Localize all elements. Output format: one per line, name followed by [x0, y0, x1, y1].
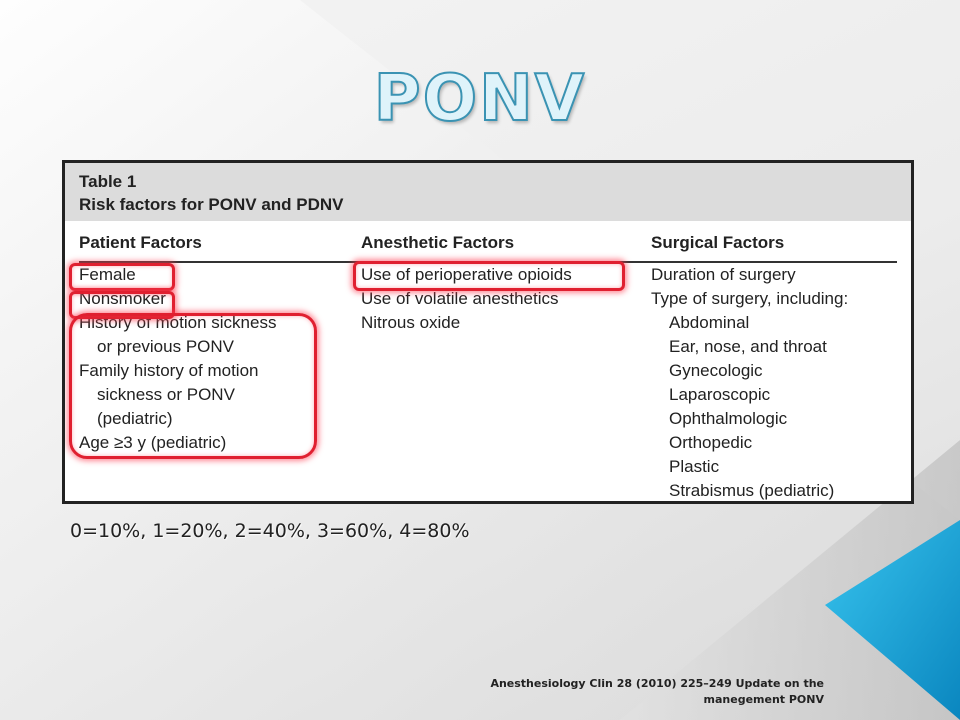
surgical-factor: Orthopedic — [669, 433, 753, 452]
citation-line: Anesthesiology Clin 28 (2010) 225–249 Update on the — [490, 677, 824, 690]
column-headers — [79, 233, 897, 263]
surgical-factor: Gynecologic — [669, 361, 763, 380]
highlight-female — [69, 263, 175, 291]
slide-title: PONV — [373, 62, 587, 136]
surgical-factor: Plastic — [669, 457, 720, 476]
surgical-factor: Duration of surgery — [651, 265, 796, 284]
highlight-opioids — [353, 261, 625, 291]
column-header-surgical: Surgical Factors — [651, 233, 785, 252]
surgical-factor: Laparoscopic — [669, 385, 771, 404]
surgical-factor: Type of surgery, including: — [651, 289, 849, 308]
citation-line: manegement PONV — [703, 693, 824, 706]
surgical-factors-column — [651, 263, 848, 503]
highlight-motion-sickness — [69, 313, 317, 459]
patient-factor: History of motion sickness — [79, 313, 277, 332]
table-number: Table 1 — [79, 172, 137, 191]
column-header-anesthetic: Anesthetic Factors — [361, 233, 515, 252]
patient-factor: Age ≥3 y (pediatric) — [79, 433, 227, 452]
patient-factor: Family history of motion — [79, 361, 259, 380]
patient-factor: sickness or PONV — [97, 385, 235, 404]
risk-score-legend: 0=10%, 1=20%, 2=40%, 3=60%, 4=80% — [70, 520, 470, 542]
anesthetic-factor: Use of volatile anesthetics — [361, 289, 559, 308]
table-caption: Risk factors for PONV and PDNV — [79, 195, 344, 214]
table-header — [65, 163, 911, 221]
column-header-patient: Patient Factors — [79, 233, 202, 252]
patient-factor: Female — [79, 265, 136, 284]
anesthetic-factor: Use of perioperative opioids — [361, 265, 572, 284]
risk-factors-table — [62, 160, 914, 504]
patient-factor: or previous PONV — [97, 337, 234, 356]
surgical-factor: Ear, nose, and throat — [669, 337, 827, 356]
patient-factor: (pediatric) — [97, 409, 173, 428]
patient-factor: Nonsmoker — [79, 289, 166, 308]
surgical-factor: Abdominal — [669, 313, 750, 332]
citation — [464, 676, 824, 708]
anesthetic-factor: Nitrous oxide — [361, 313, 461, 332]
surgical-factor: Strabismus (pediatric) — [669, 481, 835, 500]
surgical-factor: Ophthalmologic — [669, 409, 788, 428]
